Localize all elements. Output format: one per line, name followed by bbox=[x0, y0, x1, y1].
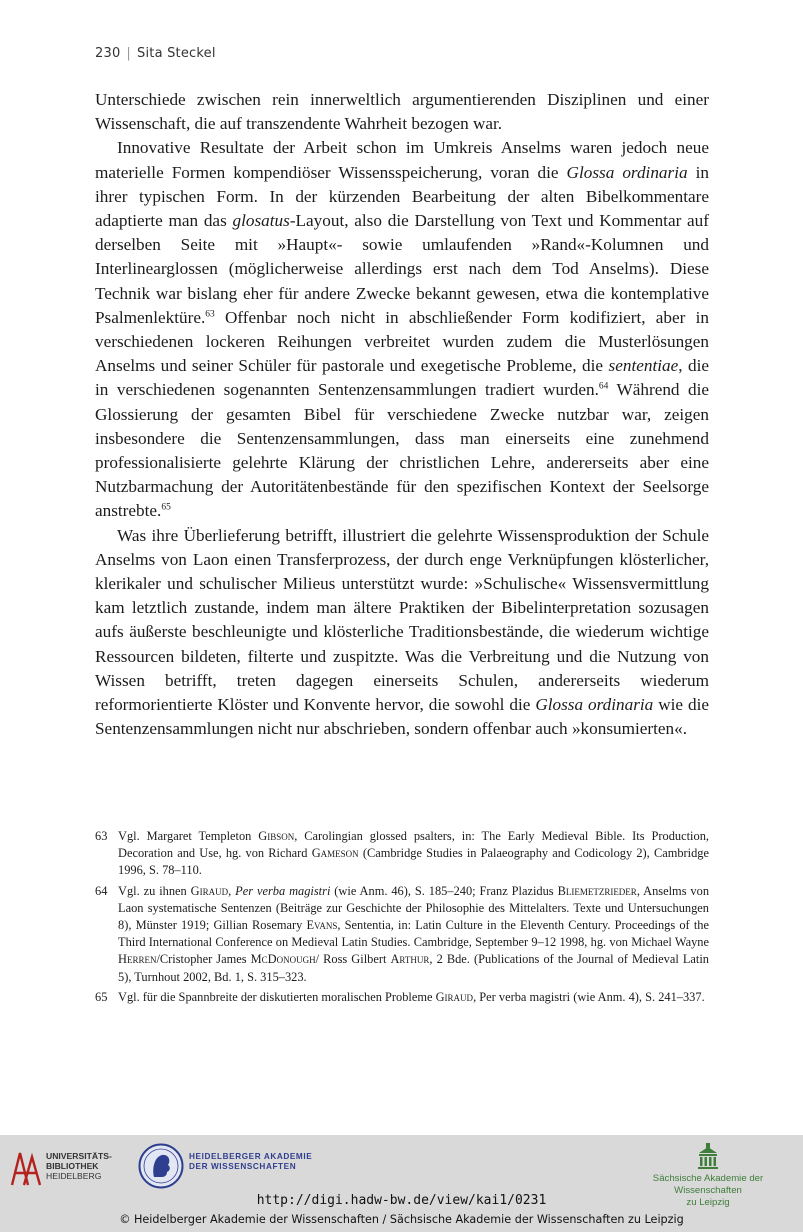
footnote-ref-64[interactable]: 64 bbox=[598, 381, 609, 392]
paragraph-2: Innovative Resultate der Arbeit schon im Umkreis Anselms waren jedoch neue materielle Formen kompendiöser Wissensspeicherung, voran die Glossa ordinaria in ihrer typischen Form. In der kürzenden Bearbeitung der alten Bibelkommentare adaptierte man das glosatus-Layout, also die Darstellung von Text und Kommentar auf derselben Seite mit »Haupt«- sowie umlaufenden »Rand«-Kolumnen und Interlinearglossen (möglicherweise allerdings erst nach dem Tod Anselms). Diese Technik war bislang eher für andere Zwecke bekannt gewesen, etwa die kontemplative Psalmenlektüre.$^{63}$ Offenbar noch nicht in abschließender Form kodifiziert, aber in verschiedenen lockeren Reihungen verbreitet wurden zudem die Musterlösungen Anselms und seiner Schüler für pastorale und exegetische Probleme, die sententiae, die in verschiedenen sogenannten Sentenzensammlungen tradiert wurden.$^{64}$ Während die Glossierung der gesamten Bibel für verschiedene Zwecke nutzbar war, zeigen insbesondere die Sentenzensammlungen, dass man einerseits eine zunehmend professionalisierte gelehrte Klärung der christlichen Lehre, andererseits aber eine Nutzbarmachung der Autoritätenbestände für den spezifischen Kontext der Seelsorge anstrebte.$^{65}$ bbox=[95, 138, 710, 521]
footnote-63 bbox=[95, 828, 709, 880]
separator: | bbox=[126, 46, 132, 61]
footnote-64 bbox=[95, 883, 709, 986]
footnote-text: Vgl. Margaret Templeton Gibson, Carolingian glossed psalters, in: The Early Medieval Bible. Its Production, Decoration and Use, hg. von Richard Gameson (Cambridge Studies in Palaeography and Codicology 2), Cambridge 1996, S. 78–110. bbox=[118, 829, 710, 878]
running-head bbox=[95, 46, 216, 61]
footnote-ref-63[interactable]: 63 bbox=[205, 309, 215, 320]
paragraph-3: Was ihre Überlieferung betrifft, illustriert die gelehrte Wissensproduktion der Schule Anselms von Laon einen Transferprozess, der durch enge Verknüpfungen klösterlicher, klerikaler und schulischer Milieus unterstützt wurde: »Schulische« Wissensvermittlung kam letztlich zustande, indem man ältere Praktiken der Bibelinterpretation sozusagen aufs äußerste beschleunigte und klösterliche Traditionsbestände, die wiederum wichtige Ressourcen bildeten, filterte und zuspitzte. Was die Verbreitung und die Nutzung von Wissen betrifft, treten dagegen einerseits Schulen, andererseits wiederum reformorientierte Klöster und Konvente hervor, die sowohl die Glossa ordinaria wie die Sentenzensammlungen nicht nur abschrieben, sondern offenbar auch »konsumierten«. bbox=[95, 525, 709, 739]
footnotes bbox=[95, 828, 709, 1009]
footnote-text: Vgl. zu ihnen Giraud, Per verba magistri (wie Anm. 46), S. 185–240; Franz Plazidus Bliemetzrieder, Anselms von Laon systematische Sentenzen (Beiträge zur Geschichte der Philosophie des Mittelalters. Texte und Untersuchungen 8), Münster 1919; Gillian Rosemary Evans, Sententia, in: Latin Culture in the Eleventh Century. Proceedings of the Third International Conference on Medieval Latin Studies. Cambridge, September 9–12 1998, hg. von Michael Wayne Herren/Cristopher James McDonough/ Ross Gilbert Arthur, 2 Bde. (Publications of the Journal of Medieval Latin 5), Turnhout 2002, Bd. 1, S. 315–323. bbox=[118, 883, 710, 984]
ub-heidelberg-name[interactable]: UNIVERSITÄTS- BIBLIOTHEK HEIDELBERG bbox=[46, 1151, 112, 1181]
footnote-65 bbox=[95, 989, 709, 1006]
author-name: Sita Steckel bbox=[137, 46, 216, 61]
paragraph-1: Unterschiede zwischen rein innerweltlich argumentierenden Disziplinen und einer Wissenschaft, die auf transzendente Wahrheit bezogen war. bbox=[95, 90, 709, 134]
footnote-number: 63 bbox=[95, 829, 108, 843]
footnote-number: 65 bbox=[95, 989, 108, 1004]
body-text bbox=[95, 88, 709, 741]
footnote-number: 64 bbox=[95, 883, 108, 898]
sax-academy-name[interactable]: Sächsische Akademie der Wissenschaften zu Leipzig bbox=[652, 1173, 764, 1208]
footnote-ref-65[interactable]: 65 bbox=[161, 502, 171, 513]
page-number: 230 bbox=[95, 46, 121, 61]
copyright-notice: © Heidelberger Akademie der Wissenschaften / Sächsische Akademie der Wissenschaften zu Leipzig bbox=[119, 1213, 684, 1226]
hd-academy-name[interactable]: HEIDELBERGER AKADEMIE DER WISSENSCHAFTEN bbox=[189, 1152, 313, 1171]
permalink-url[interactable]: http://digi.hadw-bw.de/view/kai1/0231 bbox=[256, 1193, 547, 1208]
footnote-text: Vgl. für die Spannbreite der diskutierten moralischen Probleme Giraud, Per verba magistri (wie Anm. 4), S. 241–337. bbox=[118, 989, 705, 1004]
building-icon[interactable] bbox=[697, 1143, 719, 1169]
academy-seal-icon[interactable] bbox=[138, 1143, 184, 1189]
